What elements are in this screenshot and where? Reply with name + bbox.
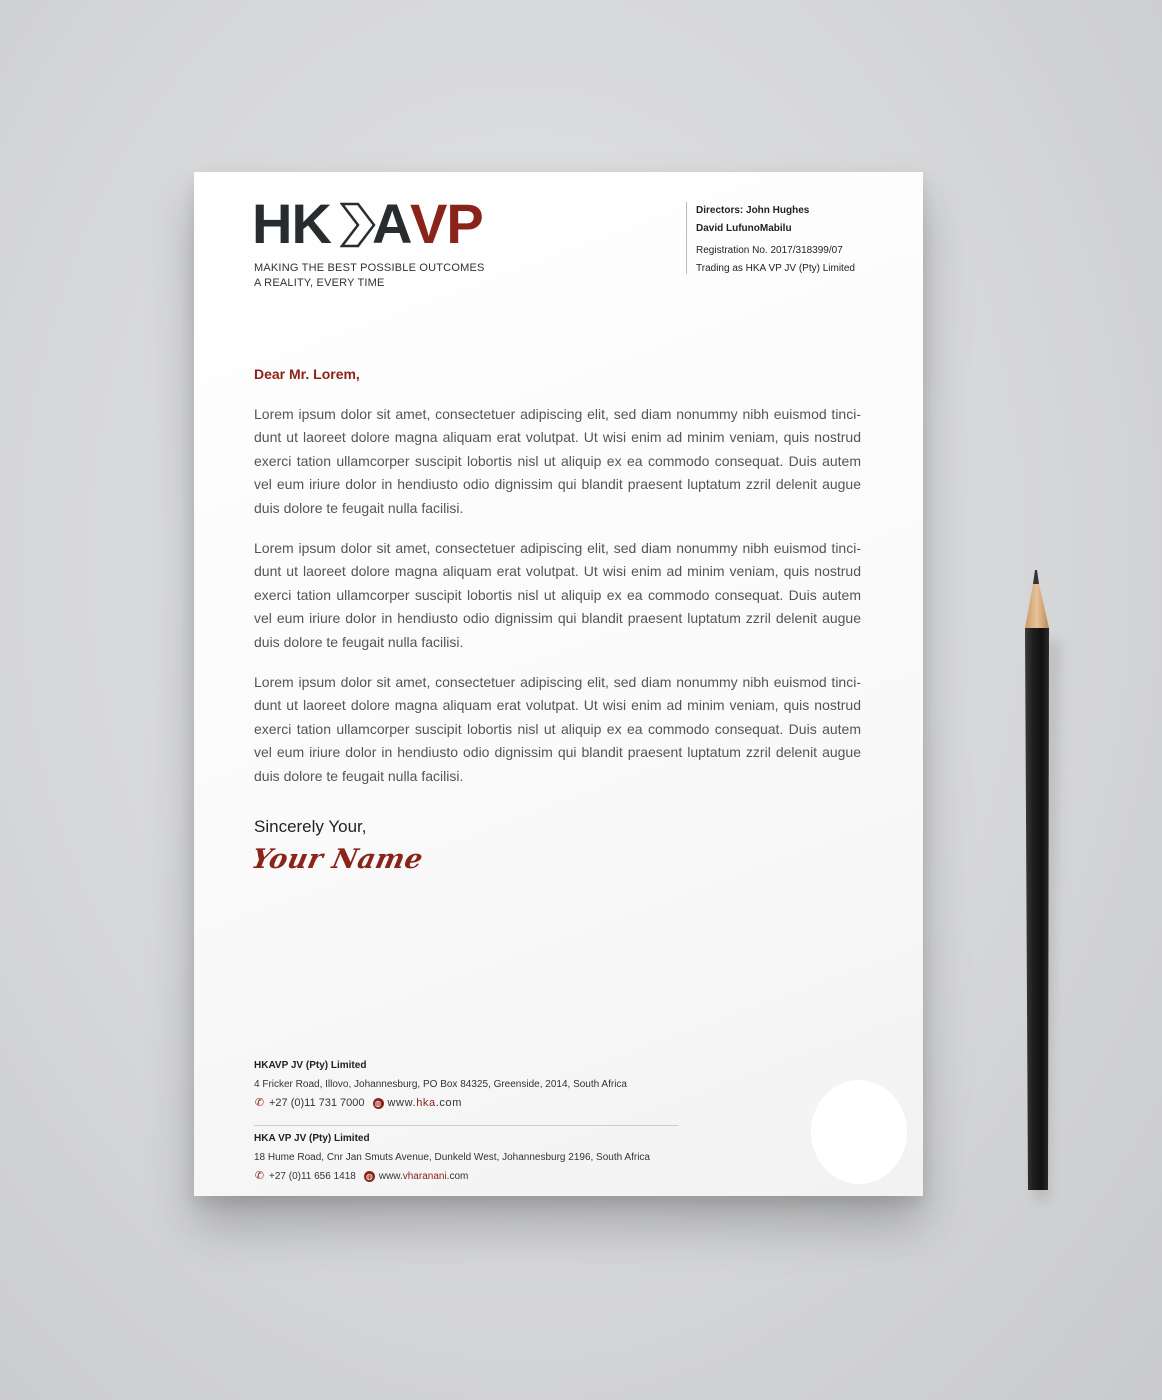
directors-line-2: David LufunoMabilu: [696, 223, 792, 234]
decorative-circle: [811, 1080, 907, 1184]
company-2-contact: [254, 1167, 684, 1186]
letterhead-page: [194, 172, 923, 1196]
logo-hk-text: HK: [252, 192, 331, 255]
logo-a-text: A: [372, 192, 412, 255]
company-1-phone: +27 (0)11 731 7000: [269, 1097, 365, 1109]
globe-icon: ◍: [373, 1098, 384, 1109]
website-domain: hka: [416, 1097, 436, 1109]
salutation: Dear Mr. Lorem,: [254, 366, 360, 382]
footer-company-1: [254, 1056, 684, 1113]
footer-divider: [254, 1125, 679, 1126]
company-2-address: 18 Hume Road, Cnr Jan Smuts Avenue, Dunkeld West, Johannesburg 2196, South Africa: [254, 1152, 650, 1163]
company-2-phone: +27 (0)11 656 1418: [269, 1171, 356, 1182]
website-domain: vharanani: [402, 1171, 447, 1182]
closing-line: Sincerely Your,: [254, 817, 367, 836]
logo-vp-text: VP: [410, 192, 483, 255]
company-2-website[interactable]: [379, 1167, 469, 1186]
pencil-image: [1020, 570, 1052, 1192]
registration-number: Registration No. 2017/318399/07: [696, 245, 843, 256]
phone-icon: ✆: [254, 1097, 265, 1109]
website-prefix: www.: [378, 1171, 403, 1182]
tagline-line-2: A REALITY, EVERY TIME: [254, 277, 385, 289]
chevron-right-icon: [340, 202, 376, 248]
company-1-website[interactable]: [388, 1094, 462, 1113]
footer-company-2: [254, 1129, 684, 1186]
letter-body: [254, 403, 861, 805]
body-paragraph-1: Lorem ipsum dolor sit amet, consectetuer adipiscing elit, sed diam nonummy nibh euismod tinci-dunt ut laoreet dolore magna aliquam erat volutpat. Ut wisi enim ad minim veniam, quis nostrud exerci tation ullamcorper suscipit lobortis nisl ut aliquip ex ea commodo consequat. Duis autem vel eum iriure dolor in hendiusto odio dignissim qui blandit praesent luptatum zzril delenit augue duis dolore te feugait nulla facilisi.: [254, 406, 861, 516]
phone-icon: ✆: [254, 1170, 265, 1182]
company-registration-info: [686, 202, 906, 274]
website-suffix: .com: [435, 1097, 462, 1109]
globe-icon: ◍: [364, 1171, 375, 1182]
company-1-name: HKAVP JV (Pty) Limited: [254, 1060, 367, 1071]
directors-line-1: Directors: John Hughes: [696, 205, 810, 216]
website-suffix: .com: [446, 1171, 469, 1182]
company-logo: [252, 192, 483, 255]
trading-as: Trading as HKA VP JV (Pty) Limited: [696, 263, 855, 274]
website-prefix: www.: [387, 1097, 417, 1109]
tagline-line-1: MAKING THE BEST POSSIBLE OUTCOMES: [254, 262, 485, 274]
body-paragraph-2: Lorem ipsum dolor sit amet, consectetuer adipiscing elit, sed diam nonummy nibh euismod tinci-dunt ut laoreet dolore magna aliquam erat volutpat. Ut wisi enim ad minim veniam, quis nostrud exerci tation ullamcorper suscipit lobortis nisl ut aliquip ex ea commodo consequat. Duis autem vel eum iriure dolor in hendiusto odio dignissim qui blandit praesent luptatum zzril delenit augue duis dolore te feugait nulla facilisi.: [254, 540, 861, 650]
company-2-name: HKA VP JV (Pty) Limited: [254, 1133, 370, 1144]
company-1-address: 4 Fricker Road, Illovo, Johannesburg, PO Box 84325, Greenside, 2014, South Africa: [254, 1079, 627, 1090]
body-paragraph-3: Lorem ipsum dolor sit amet, consectetuer adipiscing elit, sed diam nonummy nibh euismod tinci-dunt ut laoreet dolore magna aliquam erat volutpat. Ut wisi enim ad minim veniam, quis nostrud exerci tation ullamcorper suscipit lobortis nisl ut aliquip ex ea commodo consequat. Duis autem vel eum iriure dolor in hendiusto odio dignissim qui blandit praesent luptatum zzril delenit augue duis dolore te feugait nulla facilisi.: [254, 674, 861, 784]
tagline: [254, 261, 514, 291]
company-1-contact: [254, 1094, 684, 1113]
signature: Your Name: [248, 844, 426, 875]
